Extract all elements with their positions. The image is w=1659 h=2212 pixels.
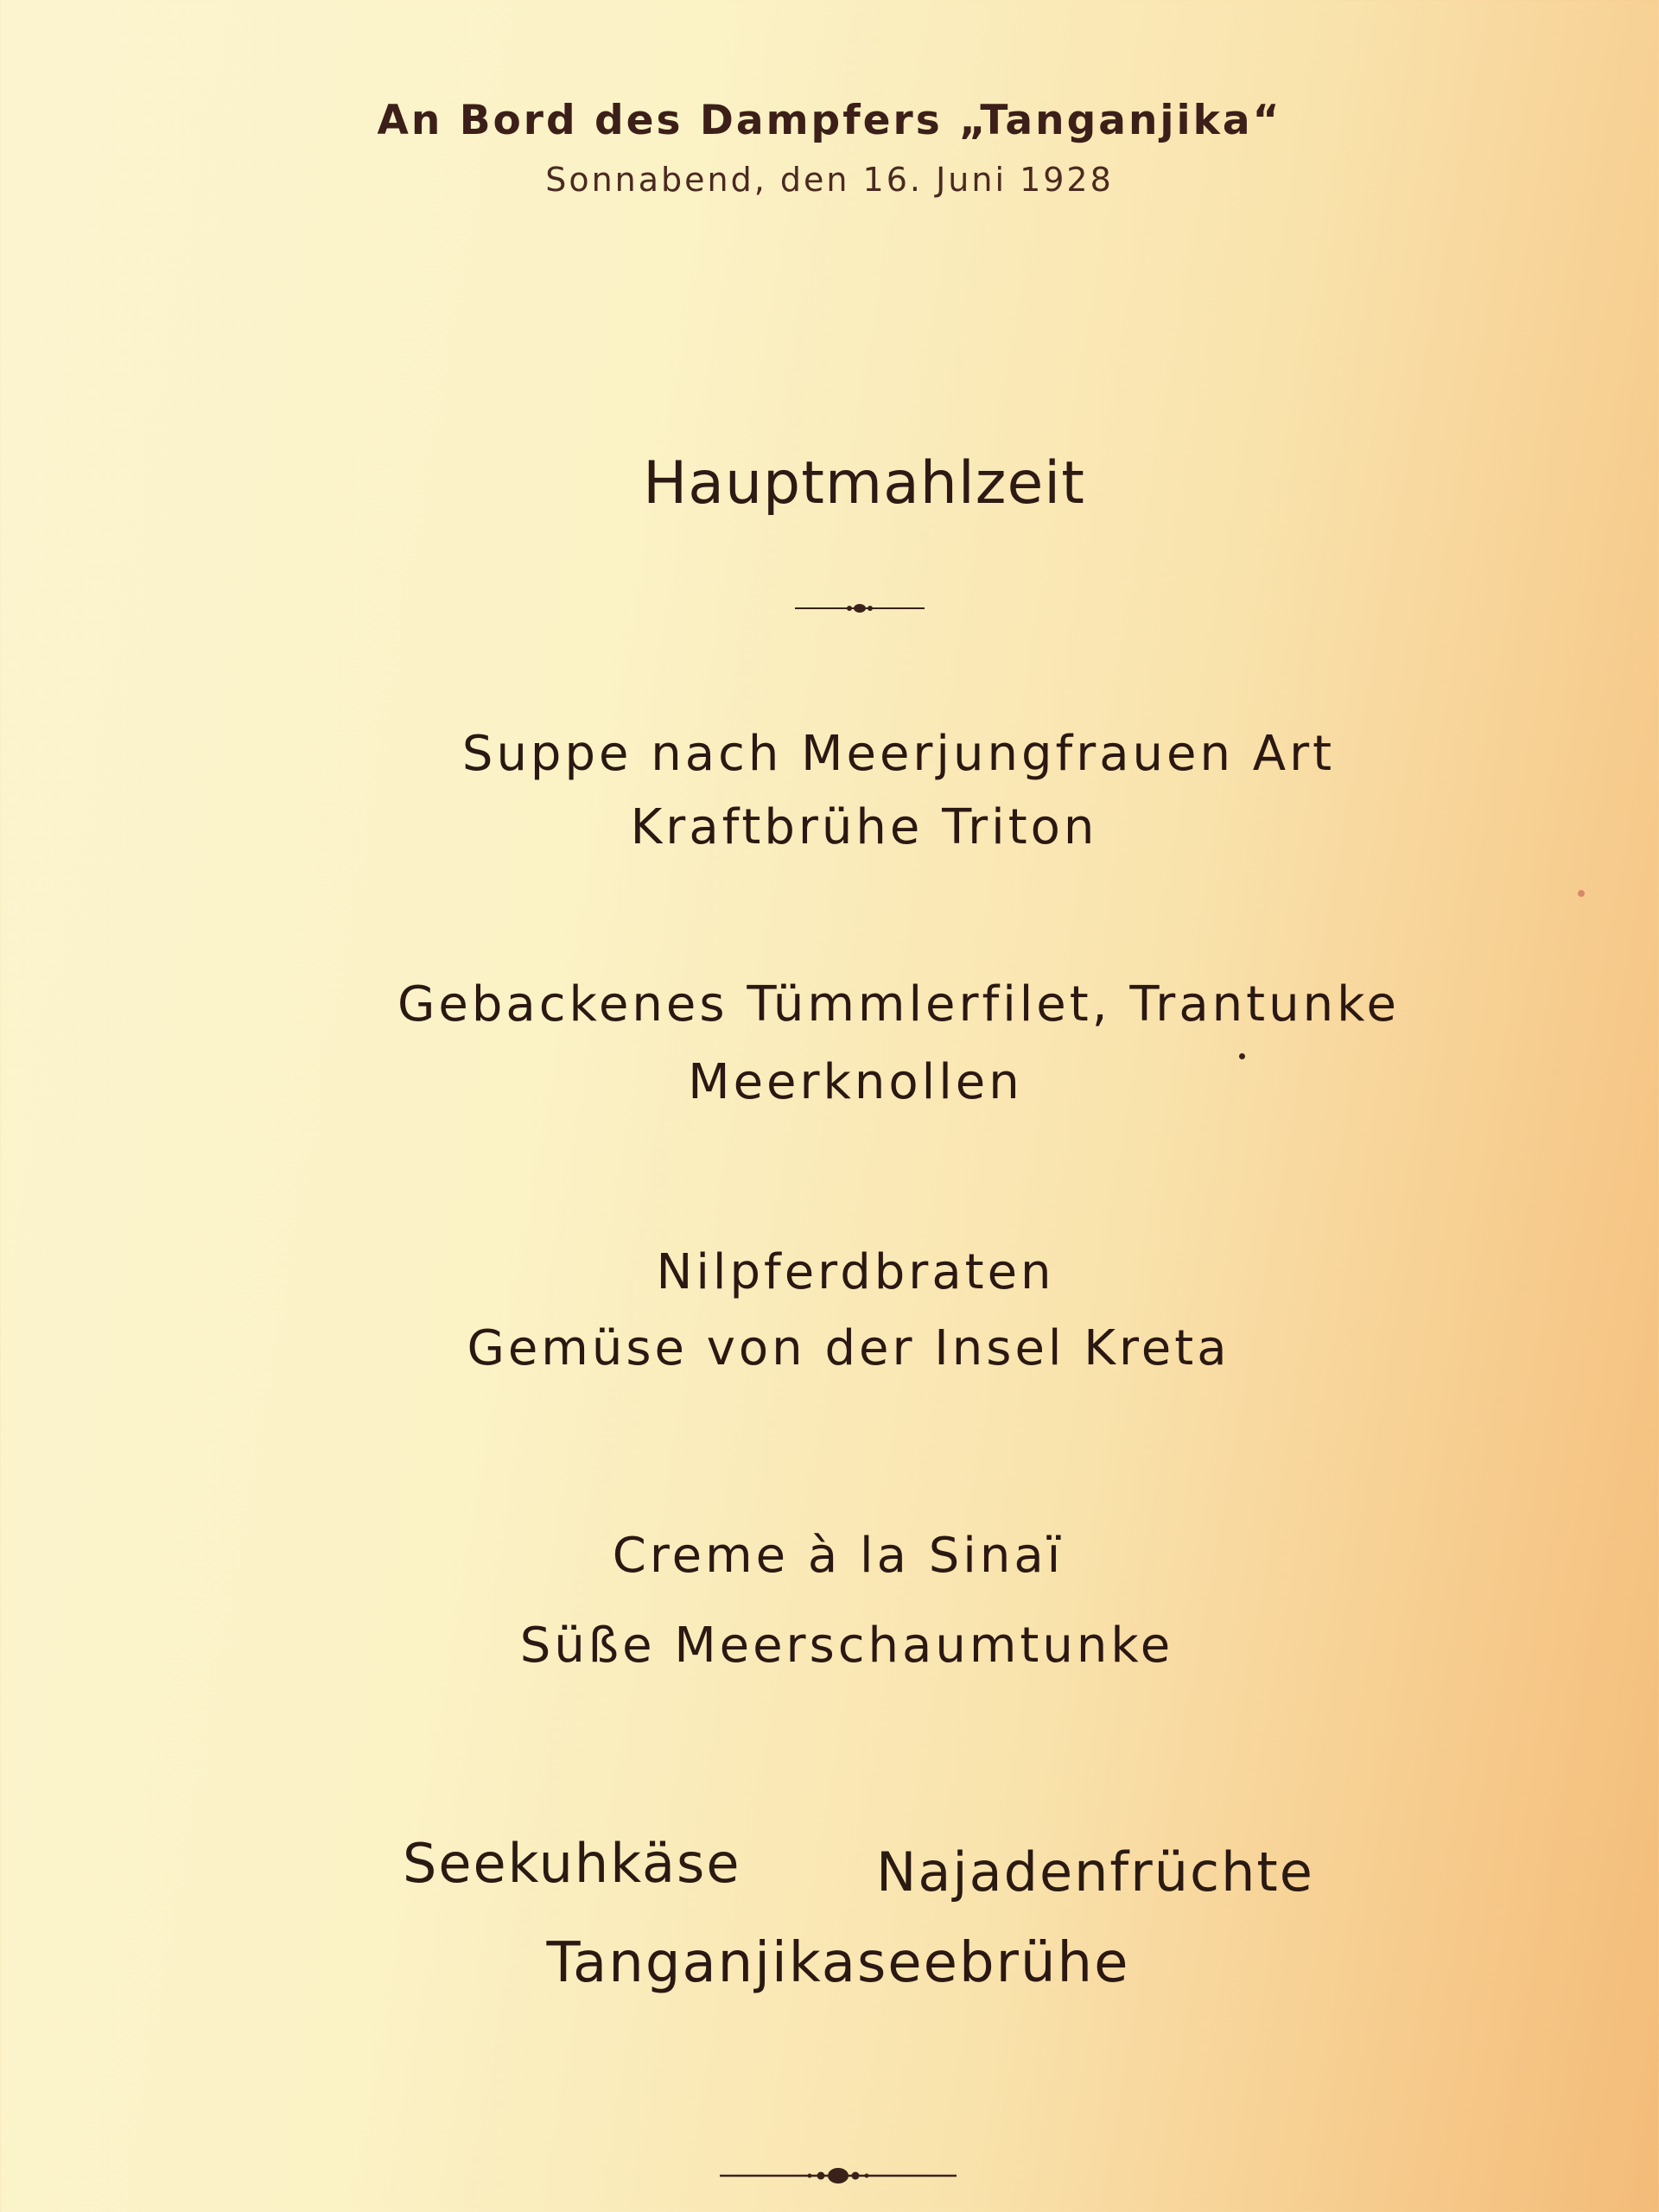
divider-ornament-icon — [795, 598, 925, 619]
course-1-line-1: Suppe nach Meerjungfrauen Art — [461, 726, 1336, 782]
course-4-line-1: Creme à la Sinaï — [612, 1528, 1065, 1584]
paper-speck — [1578, 890, 1585, 897]
course-3-line-1: Nilpferdbraten — [656, 1244, 1055, 1300]
course-5-right-item: Najadenfrüchte — [876, 1840, 1314, 1904]
course-5-left-item: Seekuhkäse — [403, 1832, 741, 1895]
course-3-line-2: Gemüse von der Insel Kreta — [467, 1320, 1230, 1376]
divider-ornament-icon — [720, 2160, 957, 2191]
course-2-line-2: Meerknollen — [688, 1054, 1023, 1110]
menu-title: Hauptmahlzeit — [643, 449, 1085, 518]
menu-date: Sonnabend, den 16. Juni 1928 — [545, 161, 1114, 199]
course-2-line-1: Gebackenes Tümmlerfilet, Trantunke — [397, 976, 1400, 1033]
course-1-line-2: Kraftbrühe Triton — [630, 799, 1098, 855]
ink-speck — [1239, 1053, 1245, 1059]
ship-heading: An Bord des Dampfers „Tanganjika“ — [377, 97, 1282, 144]
course-5-bottom-item: Tanganjikaseebrühe — [546, 1931, 1130, 1995]
course-4-line-2: Süße Meerschaumtunke — [519, 1618, 1174, 1674]
